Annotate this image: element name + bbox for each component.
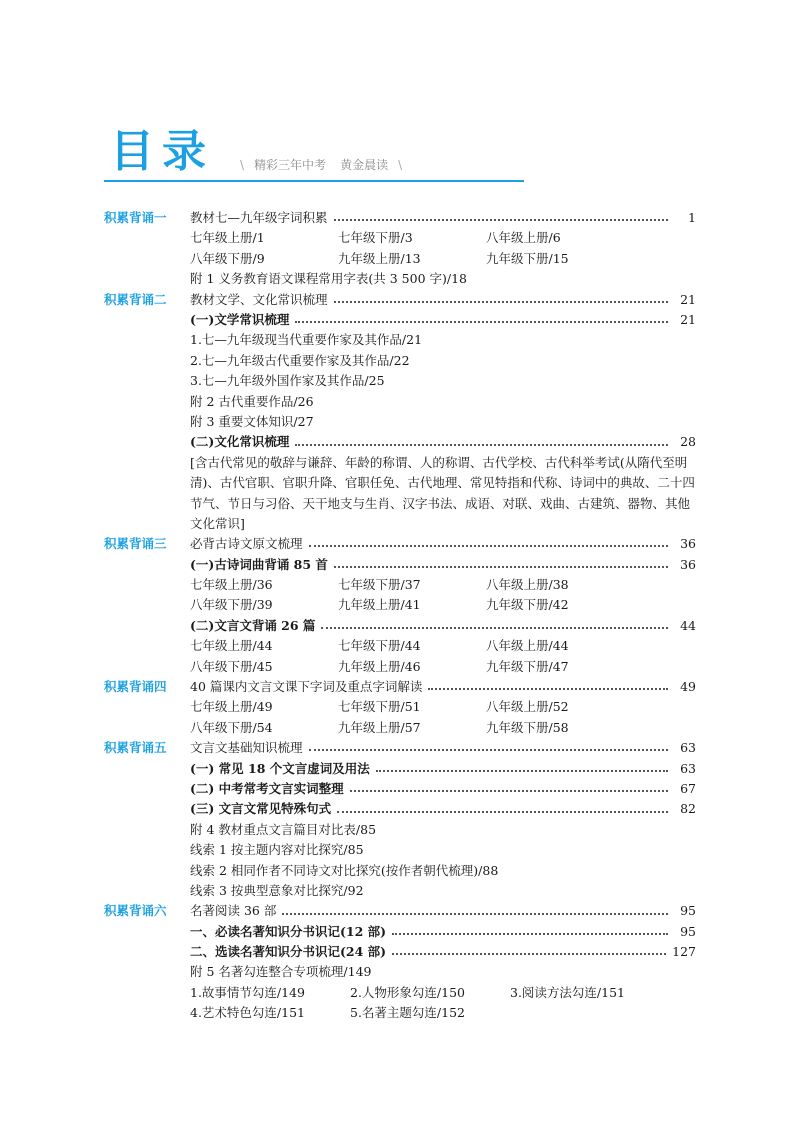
grade-row — [104, 657, 696, 677]
page-number: 28 — [680, 434, 696, 450]
page-number: 63 — [680, 740, 696, 756]
links-row — [104, 983, 696, 1003]
toc-entry[interactable]: 七年级上册/36 — [190, 577, 273, 593]
page-number: 49 — [680, 679, 696, 695]
toc-entry[interactable]: 九年级下册/15 — [486, 250, 569, 266]
appendix-row[interactable] — [104, 269, 696, 289]
toc-section-row[interactable] — [104, 677, 696, 697]
toc-entry[interactable]: 七年级上册/49 — [190, 699, 273, 715]
culture-note: [含古代常见的敬辞与谦辞、年龄的称谓、人的称谓、古代学校、古代科举考试(从隋代至明清)、古代官职、官职升降、官职任免、古代地理、常见特指和代称、诗词中的典故、二十四节气、节日与习俗、天干地支与生肖、汉字书法、成语、对联、戏曲、古建筑、器物、其他文化常识] — [190, 454, 695, 531]
subsection-title: 一、必读名著知识分书识记(12 部) — [190, 923, 387, 939]
subsection-row[interactable] — [104, 922, 696, 942]
item-row[interactable] — [104, 351, 696, 371]
item-row[interactable] — [104, 840, 696, 860]
section-label: 积累背诵三 — [104, 536, 167, 552]
toc-entry: 3.七—九年级外国作家及其作品/25 — [190, 373, 385, 389]
toc-entry[interactable]: 5.名著主题勾连/152 — [350, 1005, 465, 1021]
note-row — [104, 453, 696, 535]
toc-entry[interactable]: 八年级上册/52 — [486, 699, 569, 715]
toc-entry: 附 1 义务教育语文课程常用字表(共 3 500 字)/18 — [190, 271, 468, 287]
subsection-row[interactable] — [104, 310, 696, 330]
section-label: 积累背诵一 — [104, 210, 167, 225]
section-label: 积累背诵五 — [104, 740, 167, 756]
section-label: 积累背诵四 — [104, 679, 167, 695]
toc-entry[interactable]: 4.艺术特色勾连/151 — [190, 1005, 305, 1021]
subsection-row[interactable] — [104, 942, 696, 962]
page-number: 95 — [680, 903, 696, 919]
toc-entry: 线索 3 按典型意象对比探究/92 — [190, 882, 364, 898]
item-row[interactable] — [104, 392, 696, 412]
section-title: 必背古诗文原文梳理 — [190, 536, 303, 552]
toc-entry: 线索 1 按主题内容对比探究/85 — [190, 842, 364, 858]
subsection-title: (二)文言文背诵 26 篇 — [190, 617, 316, 633]
toc-entry: 线索 2 相同作者不同诗文对比探究(按作者朝代梳理)/88 — [190, 862, 499, 878]
toc-header — [104, 126, 524, 184]
grade-row — [104, 636, 696, 656]
toc-entry[interactable]: 八年级上册/6 — [486, 230, 561, 246]
toc-entry: 附 4 教材重点文言篇目对比表/85 — [190, 821, 377, 837]
toc-section-row[interactable] — [104, 208, 696, 228]
header-rule — [104, 180, 524, 182]
toc-entry[interactable]: 七年级下册/44 — [338, 638, 421, 654]
page-title: 目录 — [110, 126, 214, 177]
toc-entry[interactable]: 九年级上册/41 — [338, 597, 421, 613]
toc-entry[interactable]: 八年级上册/38 — [486, 577, 569, 593]
item-row[interactable] — [104, 371, 696, 391]
toc-entry[interactable]: 九年级下册/47 — [486, 658, 569, 674]
page-number: 21 — [680, 291, 696, 307]
grade-row — [104, 718, 696, 738]
page-number: 1 — [688, 210, 696, 225]
subsection-row[interactable] — [104, 555, 696, 575]
subsection-title: (二) 中考常考文言实词整理 — [190, 780, 344, 796]
subsection-title: (三) 文言文常见特殊句式 — [190, 801, 332, 817]
subtitle-right: 黄金晨读 — [340, 158, 389, 172]
toc-list — [104, 208, 696, 1024]
page-number: 36 — [680, 556, 696, 572]
toc-entry[interactable]: 七年级下册/37 — [338, 577, 421, 593]
item-row[interactable] — [104, 881, 696, 901]
grade-row — [104, 575, 696, 595]
toc-section-row[interactable] — [104, 534, 696, 554]
grade-row — [104, 249, 696, 269]
subsection-title: (一)古诗词曲背诵 85 首 — [190, 556, 328, 572]
toc-entry[interactable]: 3.阅读方法勾连/151 — [510, 984, 625, 1000]
subsection-row[interactable] — [104, 799, 696, 819]
page-number: 63 — [680, 760, 696, 776]
section-label: 积累背诵六 — [104, 903, 167, 919]
toc-section-row[interactable] — [104, 738, 696, 758]
page-number: 127 — [672, 944, 696, 960]
subsection-title: (二)文化常识梳理 — [190, 434, 290, 450]
section-title: 文言文基础知识梳理 — [190, 740, 303, 756]
subsection-row[interactable] — [104, 432, 696, 452]
section-title: 40 篇课内文言文课下字词及重点字词解读 — [190, 679, 423, 695]
page-number: 36 — [680, 536, 696, 552]
page-number: 95 — [680, 923, 696, 939]
toc-entry[interactable]: 2.人物形象勾连/150 — [350, 984, 465, 1000]
subsection-row[interactable] — [104, 616, 696, 636]
links-row — [104, 1003, 696, 1023]
subtitle-left: 精彩三年中考 — [254, 158, 327, 172]
section-title: 教材七—九年级字词积累 — [190, 210, 328, 225]
toc-section-row[interactable] — [104, 290, 696, 310]
toc-entry[interactable]: 1.故事情节勾连/149 — [190, 984, 305, 1000]
toc-entry: 2.七—九年级古代重要作家及其作品/22 — [190, 352, 410, 368]
toc-entry[interactable]: 九年级上册/57 — [338, 719, 421, 735]
subsection-row[interactable] — [104, 759, 696, 779]
section-title: 名著阅读 36 部 — [190, 903, 277, 919]
toc-entry[interactable]: 九年级下册/58 — [486, 719, 569, 735]
item-row[interactable] — [104, 820, 696, 840]
appendix-row[interactable] — [104, 962, 696, 982]
subsection-title: 二、选读名著知识分书识记(24 部) — [190, 944, 387, 960]
toc-entry[interactable]: 九年级下册/42 — [486, 597, 569, 613]
toc-entry[interactable]: 七年级上册/1 — [190, 230, 265, 246]
toc-section-row[interactable] — [104, 901, 696, 921]
subsection-title: (一)文学常识梳理 — [190, 311, 290, 327]
section-title: 教材文学、文化常识梳理 — [190, 291, 328, 307]
grade-row — [104, 228, 696, 248]
toc-entry[interactable]: 七年级下册/3 — [338, 230, 413, 246]
toc-entry[interactable]: 七年级下册/51 — [338, 699, 421, 715]
item-row[interactable] — [104, 861, 696, 881]
grade-row — [104, 697, 696, 717]
page-number: 82 — [680, 801, 696, 817]
page-number: 21 — [680, 311, 696, 327]
toc-entry: 附 5 名著勾连整合专项梳理/149 — [190, 964, 372, 980]
page-number: 67 — [680, 780, 696, 796]
section-label: 积累背诵二 — [104, 291, 167, 307]
subsection-title: (一) 常见 18 个文言虚词及用法 — [190, 760, 370, 776]
toc-entry: 附 2 古代重要作品/26 — [190, 393, 314, 409]
page-number: 44 — [680, 617, 696, 633]
toc-entry: 1.七—九年级现当代重要作家及其作品/21 — [190, 332, 423, 348]
header-subtitle: \ 精彩三年中考 黄金晨读 \ — [240, 158, 403, 172]
subsection-row[interactable] — [104, 779, 696, 799]
toc-entry[interactable]: 七年级上册/44 — [190, 638, 273, 654]
toc-entry[interactable]: 八年级上册/44 — [486, 638, 569, 654]
toc-entry: 附 3 重要文体知识/27 — [190, 413, 314, 429]
toc-entry[interactable]: 八年级下册/45 — [190, 658, 273, 674]
item-row[interactable] — [104, 412, 696, 432]
toc-entry[interactable]: 八年级下册/54 — [190, 719, 273, 735]
grade-row — [104, 595, 696, 615]
item-row[interactable] — [104, 330, 696, 350]
toc-entry[interactable]: 九年级上册/13 — [338, 250, 421, 266]
toc-entry[interactable]: 八年级下册/39 — [190, 597, 273, 613]
toc-entry[interactable]: 八年级下册/9 — [190, 250, 265, 266]
toc-entry[interactable]: 九年级上册/46 — [338, 658, 421, 674]
